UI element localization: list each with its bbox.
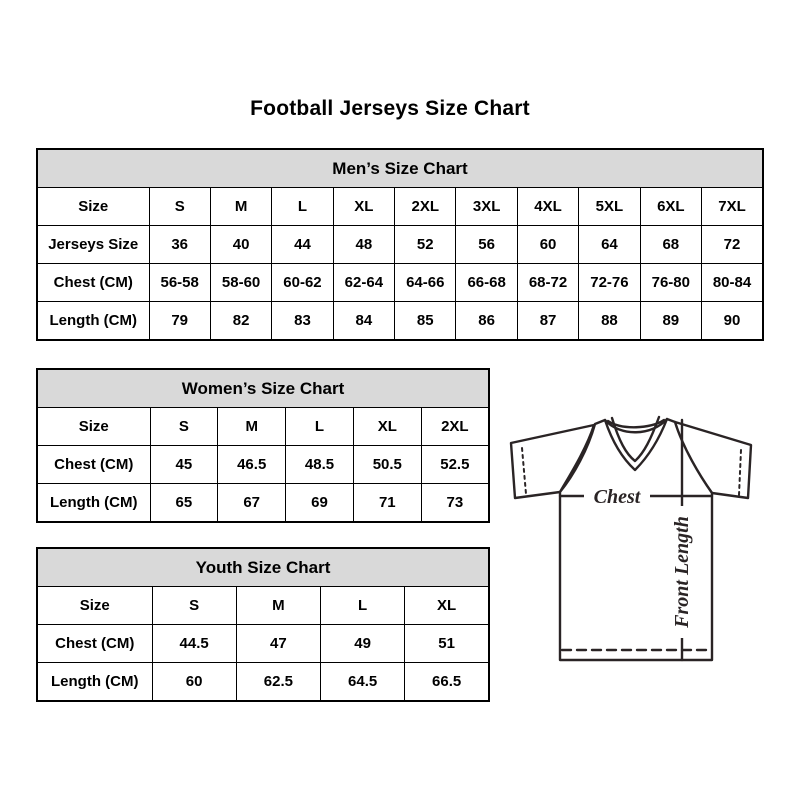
- table-cell: 72: [702, 226, 763, 264]
- table-cell: S: [150, 408, 218, 446]
- table-cell: 89: [640, 302, 701, 341]
- table-cell: 45: [150, 446, 218, 484]
- table-cell: Size: [37, 587, 152, 625]
- table-cell: XL: [333, 188, 394, 226]
- table-cell: 68: [640, 226, 701, 264]
- table-cell: 65: [150, 484, 218, 523]
- table-cell: 40: [210, 226, 271, 264]
- table-cell: 44.5: [152, 625, 236, 663]
- womens-size-table: [36, 368, 490, 523]
- table-cell: Size: [37, 188, 149, 226]
- table-cell: 87: [517, 302, 578, 341]
- table-row: [37, 302, 763, 341]
- table-cell: 90: [702, 302, 763, 341]
- table-cell: 88: [579, 302, 640, 341]
- table-cell: 85: [395, 302, 456, 341]
- table-cell: 79: [149, 302, 210, 341]
- table-cell: 51: [405, 625, 489, 663]
- table-cell: 50.5: [353, 446, 421, 484]
- chest-label: Chest: [593, 486, 641, 508]
- table-cell: 72-76: [579, 264, 640, 302]
- table-cell: 7XL: [702, 188, 763, 226]
- table-cell: 64-66: [395, 264, 456, 302]
- mens-size-table: [36, 148, 764, 341]
- table-cell: 66.5: [405, 663, 489, 702]
- table-row: [37, 226, 763, 264]
- table-cell: Chest (CM): [37, 264, 149, 302]
- table-row: [37, 663, 489, 702]
- table-cell: 47: [236, 625, 320, 663]
- table-cell: 44: [272, 226, 333, 264]
- front-length-label: Front Length: [671, 516, 693, 628]
- table-cell: 66-68: [456, 264, 517, 302]
- table-title-row: [37, 369, 489, 408]
- table-cell: M: [236, 587, 320, 625]
- table-cell: Chest (CM): [37, 625, 152, 663]
- table-row: [37, 587, 489, 625]
- table-row: [37, 446, 489, 484]
- table-row: [37, 484, 489, 523]
- table-cell: 62-64: [333, 264, 394, 302]
- table-cell: 48: [333, 226, 394, 264]
- table-cell: 60: [152, 663, 236, 702]
- table-cell: 46.5: [218, 446, 286, 484]
- table-cell: 52.5: [421, 446, 489, 484]
- table-cell: 64: [579, 226, 640, 264]
- table-cell: 83: [272, 302, 333, 341]
- table-cell: XL: [405, 587, 489, 625]
- table-cell: 71: [353, 484, 421, 523]
- table-cell: S: [149, 188, 210, 226]
- table-cell: 52: [395, 226, 456, 264]
- table-cell: Length (CM): [37, 302, 149, 341]
- table-cell: 69: [286, 484, 354, 523]
- table-cell: 48.5: [286, 446, 354, 484]
- table-cell: Length (CM): [37, 663, 152, 702]
- table-cell: L: [321, 587, 405, 625]
- page-title: Football Jerseys Size Chart: [250, 97, 530, 120]
- table-cell: Chest (CM): [37, 446, 150, 484]
- table-cell: 68-72: [517, 264, 578, 302]
- table-cell: 67: [218, 484, 286, 523]
- table-cell: L: [286, 408, 354, 446]
- table-title: Men’s Size Chart: [37, 149, 763, 188]
- table-row: [37, 188, 763, 226]
- table-cell: 6XL: [640, 188, 701, 226]
- table-row: [37, 408, 489, 446]
- table-cell: 60-62: [272, 264, 333, 302]
- table-title: Women’s Size Chart: [37, 369, 489, 408]
- jersey-diagram: [498, 398, 770, 688]
- table-cell: 82: [210, 302, 271, 341]
- table-cell: 36: [149, 226, 210, 264]
- table-cell: M: [210, 188, 271, 226]
- table-cell: 76-80: [640, 264, 701, 302]
- table-cell: XL: [353, 408, 421, 446]
- table-cell: Size: [37, 408, 150, 446]
- youth-size-table: [36, 547, 490, 702]
- table-cell: 73: [421, 484, 489, 523]
- table-row: [37, 264, 763, 302]
- table-cell: 2XL: [421, 408, 489, 446]
- table-cell: 5XL: [579, 188, 640, 226]
- table-cell: Length (CM): [37, 484, 150, 523]
- table-cell: 84: [333, 302, 394, 341]
- table-title-row: [37, 548, 489, 587]
- table-cell: 49: [321, 625, 405, 663]
- table-cell: L: [272, 188, 333, 226]
- table-cell: 56-58: [149, 264, 210, 302]
- table-cell: 86: [456, 302, 517, 341]
- table-cell: 2XL: [395, 188, 456, 226]
- table-cell: 80-84: [702, 264, 763, 302]
- table-title-row: [37, 149, 763, 188]
- table-cell: 62.5: [236, 663, 320, 702]
- table-cell: 4XL: [517, 188, 578, 226]
- table-title: Youth Size Chart: [37, 548, 489, 587]
- table-cell: M: [218, 408, 286, 446]
- table-cell: 56: [456, 226, 517, 264]
- table-row: [37, 625, 489, 663]
- table-cell: S: [152, 587, 236, 625]
- table-cell: 58-60: [210, 264, 271, 302]
- table-cell: 60: [517, 226, 578, 264]
- table-cell: Jerseys Size: [37, 226, 149, 264]
- table-cell: 3XL: [456, 188, 517, 226]
- table-cell: 64.5: [321, 663, 405, 702]
